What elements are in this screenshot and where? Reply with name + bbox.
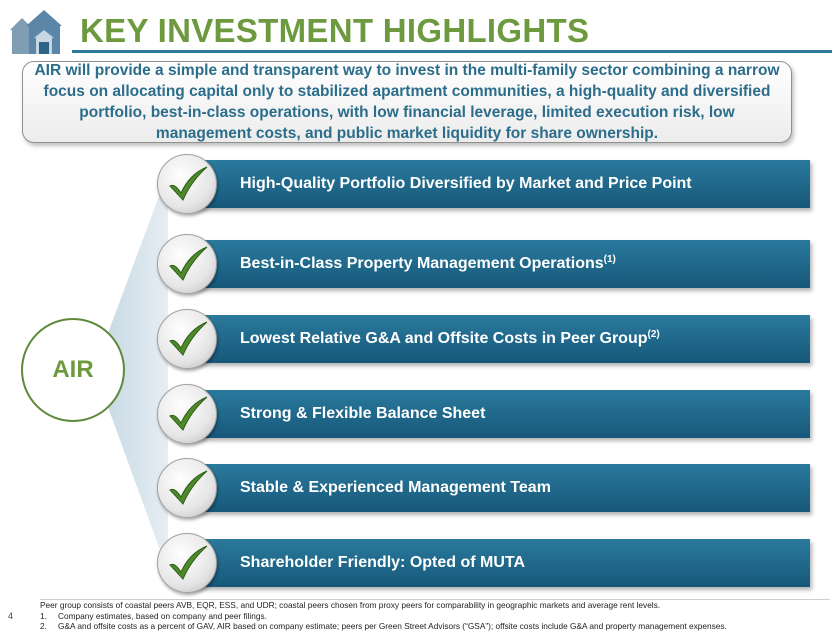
checkmark-icon <box>157 309 217 369</box>
air-hub-label: AIR <box>52 356 94 383</box>
air-hub-circle <box>21 318 125 422</box>
highlight-text-6: Shareholder Friendly: Opted of MUTA <box>240 554 526 571</box>
page-number: 4 <box>8 611 14 621</box>
footnotes <box>40 600 830 632</box>
highlight-text-4: Strong & Flexible Balance Sheet <box>240 405 486 422</box>
footnote-1: 1. Company estimates, based on company and peer filings. <box>40 610 267 621</box>
highlight-bar-5 <box>190 464 810 512</box>
footnote-2: 2. G&A and offsite costs as a percent of GAV, AIR based on company estimate; peers per Green Street Advisors (“GSA”); offsite costs include G&A and property management expenses. <box>40 621 727 631</box>
summary-text: AIR will provide a simple and transparent way to invest in the multi-family sector combining a narrow focus on allocating capital only to stabilized apartment communities, a high-quality and diversified portfolio, best-in-class operations, with low financial leverage, limited execution risk, low management costs, and public market liquidity for share ownership. <box>34 62 780 142</box>
highlight-bar-6 <box>190 539 810 587</box>
highlight-text-5: Stable & Experienced Management Team <box>240 479 551 496</box>
highlight-text-3: Lowest Relative G&A and Offsite Costs in Peer Group$^{(2)}$ <box>240 329 660 347</box>
highlight-bar-2 <box>190 240 810 288</box>
checkmark-icon <box>157 384 217 444</box>
footnote-intro: Peer group consists of coastal peers AVB, EQR, ESS, and UDR; coastal peers chosen from proxy peers for comparability in geographic markets and average rent levels. <box>40 600 661 610</box>
highlight-text-2: Best-in-Class Property Management Operations$^{(1)}$ <box>240 254 616 272</box>
page-title: KEY INVESTMENT HIGHLIGHTS <box>80 12 590 49</box>
checkmark-icon <box>157 533 217 593</box>
highlight-bar-3 <box>190 315 810 363</box>
checkmark-icon <box>157 154 217 214</box>
highlight-text-1: High-Quality Portfolio Diversified by Market and Price Point <box>240 175 692 192</box>
checkmark-icon <box>157 234 217 294</box>
highlight-bar-4 <box>190 390 810 438</box>
highlight-bar-1 <box>190 160 810 208</box>
checkmark-icon <box>157 458 217 518</box>
